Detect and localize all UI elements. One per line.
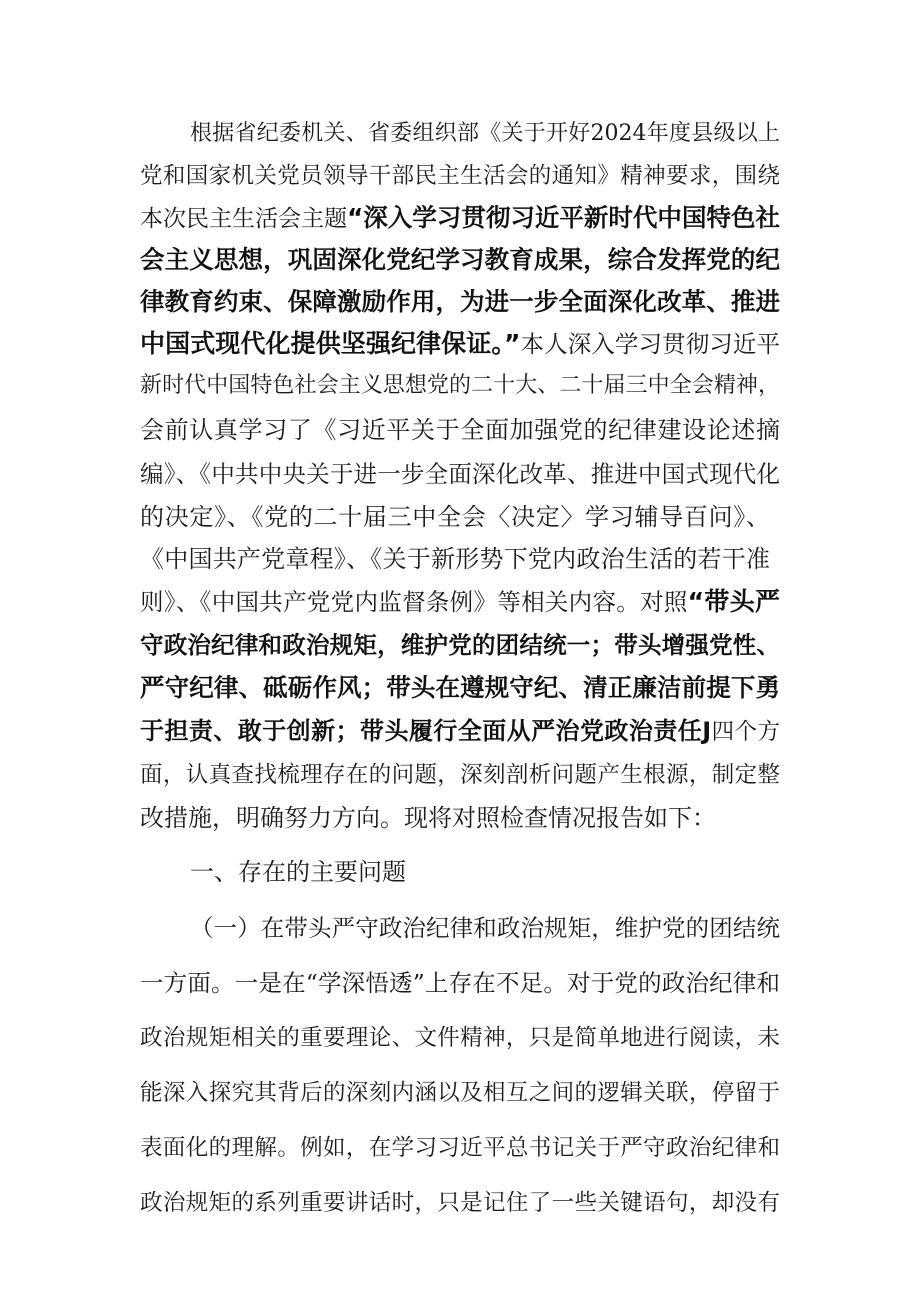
text-line [140, 582, 780, 622]
text-segment: 的决定》、《党的二十届三中全会〈决定〉学习辅导百问》、 [140, 503, 770, 531]
text-line [140, 410, 780, 450]
bold-text-segment: 守政治纪律和政治规矩，维护党的团结统一；带头增强党性、 [140, 631, 780, 659]
bold-text-segment: 律教育约束、保障激励作用，为进一步全面深化改革、推进 [140, 287, 780, 316]
text-line [140, 324, 780, 364]
bold-text-segment: “带头严 [687, 587, 780, 616]
text-segment: （一）在带头严守政治纪律和政治规矩，维护党的团结统 [190, 914, 780, 942]
text-line [140, 1183, 780, 1223]
bold-text-segment: 会主义思想，巩固深化党纪学习教育成果，综合发挥党的纪 [140, 245, 780, 274]
text-line [140, 625, 780, 665]
bold-text-segment: 严守纪律、砥砺作风；带头在遵规守纪、清正廉洁前提下勇 [140, 673, 780, 702]
text-line [140, 282, 780, 322]
text-line [140, 668, 780, 708]
text-line [140, 366, 780, 406]
text-segment: 党和国家机关党员领导干部民主生活会的通知》精神要求，围绕 [140, 163, 780, 189]
text-segment: 新时代中国特色社会主义思想党的二十大、二十届三中全会精神， [140, 373, 780, 398]
text-line [140, 755, 780, 795]
bold-text-segment: 于担责、敢于创新；带头履行全面从严治党政治责任J [140, 717, 712, 745]
text-segment: 政治规矩相关的重要理论、文件精神，只是简单地进行阅读，未 [140, 1025, 780, 1051]
text-segment: 表面化的理解。例如，在学习习近平总书记关于严守政治纪律和 [140, 1135, 780, 1161]
text-segment: 本次民主生活会主题 [140, 206, 348, 232]
text-line [140, 240, 780, 280]
text-line [190, 114, 780, 154]
text-segment: 本人深入学习贯彻习近平 [520, 330, 781, 358]
text-segment: 一、存在的主要问题 [190, 858, 406, 886]
text-segment: 改措施，明确努力方向。现将对照检查情况报告如下： [140, 804, 716, 832]
text-line [140, 1018, 780, 1058]
text-line [140, 539, 770, 579]
text-line [140, 1073, 780, 1113]
text-line [140, 963, 780, 1003]
text-line [140, 1128, 780, 1168]
text-segment: 四个方 [711, 719, 780, 745]
text-line [140, 454, 780, 494]
text-line [140, 497, 770, 537]
bold-text-segment: 中国式现代化提供坚强纪律保证。” [140, 329, 521, 358]
text-segment: 则》、《中国共产党党内监督条例》等相关内容。对照 [140, 588, 688, 616]
text-line [140, 156, 780, 196]
text-line [140, 711, 780, 751]
text-line [190, 852, 406, 892]
text-segment: 一方面。一是在“学深悟透”上存在不足。对于党的政治纪律和 [140, 969, 780, 997]
text-segment: 面，认真查找梳理存在的问题，深刻剖析问题产生根源，制定整 [140, 762, 780, 788]
text-segment: 《中国共产党章程》、《关于新形势下党内政治生活的若干准 [140, 545, 770, 573]
text-line [190, 908, 780, 948]
text-segment: 政治规矩的系列重要讲话时，只是记住了一些关键语句，却没有 [140, 1190, 780, 1216]
text-segment: 编》、《中共中央关于进一步全面深化改革、推进中国式现代化 [140, 460, 780, 488]
text-line [140, 798, 716, 838]
text-segment: 能深入探究其背后的深刻内涵以及相互之间的逻辑关联，停留于 [140, 1080, 780, 1106]
bold-text-segment: “深入学习贯彻习近平新时代中国特色社 [347, 203, 780, 232]
text-segment: 根据省纪委机关、省委组织部《关于开好2024年度县级以上 [190, 121, 780, 146]
text-segment: 会前认真学习了《习近平关于全面加强党的纪律建设论述摘 [140, 416, 780, 444]
text-line [140, 198, 780, 238]
